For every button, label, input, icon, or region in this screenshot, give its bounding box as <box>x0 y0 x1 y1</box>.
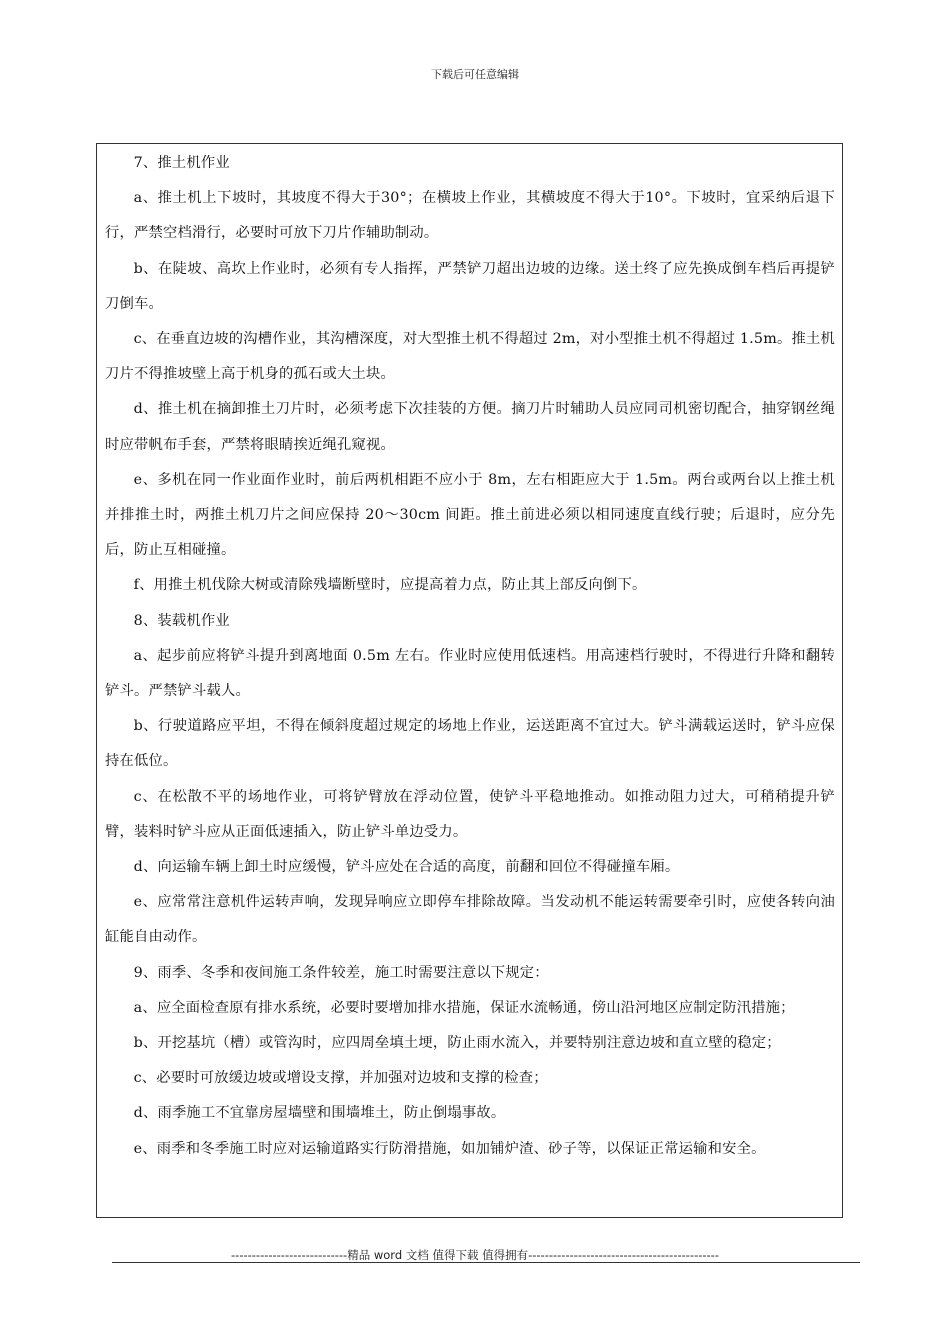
paragraph-7b: b、在陡坡、高坎上作业时，必须有专人指挥，严禁铲刀超出边坡的边缘。送土终了应先换成倒车档后再提铲刀倒车。 <box>105 260 835 312</box>
content-box <box>96 143 843 1218</box>
paragraph-8b: b、行驶道路应平坦，不得在倾斜度超过规定的场地上作业，运送距离不宜过大。铲斗满载运送时，铲斗应保持在低位。 <box>105 718 835 770</box>
footer-rule <box>112 1262 860 1263</box>
paragraph-9d: d、雨季施工不宜靠房屋墙壁和围墙堆土，防止倒塌事故。 <box>133 1105 506 1122</box>
paragraph-7c: c、在垂直边坡的沟槽作业，其沟槽深度，对大型推土机不得超过 2m，对小型推土机不得超过 1.5m。推土机刀片不得推坡壁上高于机身的孤石或大土块。 <box>105 331 835 383</box>
paragraph-8e: e、应常常注意机件运转声响，发现异响应立即停车排除故障。当发动机不能运转需要牵引时，应使各转向油缸能自由动作。 <box>105 894 835 946</box>
page-footer: ----------------------------精品 word 文档 值得下载 值得拥有---------------------------------------------- <box>231 1248 719 1262</box>
paragraph-9e: e、雨季和冬季施工时应对运输道路实行防滑措施，如加铺炉渣、砂子等，以保证正常运输和安全。 <box>133 1140 766 1157</box>
paragraph-8c: c、在松散不平的场地作业，可将铲臂放在浮动位置，使铲斗平稳地推动。如推动阻力过大，可稍稍提升铲臂，装料时铲斗应从正面低速插入，防止铲斗单边受力。 <box>105 788 835 840</box>
paragraph-9a: a、应全面检查原有排水系统，必要时要增加排水措施，保证水流畅通，傍山沿河地区应制定防汛措施； <box>133 999 795 1016</box>
paragraph-8d: d、向运输车辆上卸土时应缓慢，铲斗应处在合适的高度，前翻和回位不得碰撞车厢。 <box>133 859 680 876</box>
paragraph-9c: c、必要时可放缓边坡或增设支撑，并加强对边坡和支撑的检查； <box>133 1070 548 1087</box>
section-8-title: 8、装载机作业 <box>133 612 230 629</box>
section-7-title: 7、推土机作业 <box>133 155 230 171</box>
paragraph-7f: f、用推土机伐除大树或清除残墙断壁时，应提高着力点，防止其上部反向倒下。 <box>133 577 647 594</box>
paragraph-8a: a、起步前应将铲斗提升到离地面 0.5m 左右。作业时应使用低速档。用高速档行驶时，不得进行升降和翻转铲斗。严禁铲斗载人。 <box>105 647 835 700</box>
paragraph-7d: d、推土机在摘卸推土刀片时，必须考虑下次挂装的方便。摘刀片时辅助人员应同司机密切配合，抽穿钢丝绳时应带帆布手套，严禁将眼睛挨近绳孔窥视。 <box>105 401 835 453</box>
paragraph-9b: b、开挖基坑（槽）或管沟时，应四周垒填土埂，防止雨水流入，并要特别注意边坡和直立壁的稳定； <box>133 1035 781 1052</box>
section-9-title: 9、雨季、冬季和夜间施工条件较差，施工时需要注意以下规定： <box>133 964 549 981</box>
page-header: 下载后可任意编辑 <box>431 68 519 81</box>
paragraph-7e: e、多机在同一作业面作业时，前后两机相距不应小于 8m，左右相距应大于 1.5m。两台或两台以上推土机并排推土时，两推土机刀片之间应保持 20～30cm 间距。推土前进必须以相同速度直线行驶；后退时，应分先后，防止互相碰撞。 <box>105 471 835 559</box>
paragraph-7a: a、推土机上下坡时，其坡度不得大于30°；在横坡上作业，其横坡度不得大于10°。下坡时，宜采纳后退下行，严禁空档滑行，必要时可放下刀片作辅助制动。 <box>105 190 835 242</box>
